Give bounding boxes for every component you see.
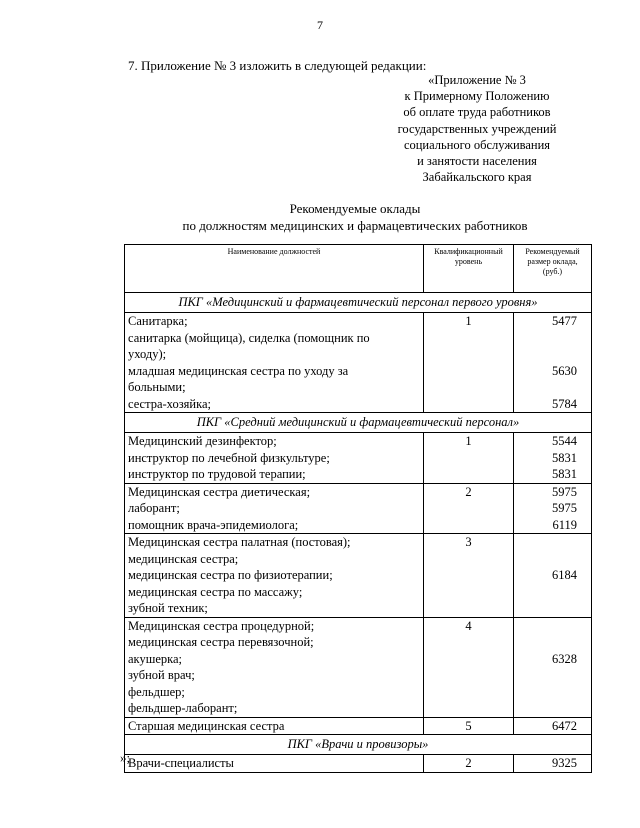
position-name: медицинская сестра перевязочной; bbox=[128, 635, 314, 649]
position-cell bbox=[125, 617, 424, 717]
table-row bbox=[125, 617, 592, 717]
salary-value: 6184 bbox=[552, 568, 577, 582]
position-name: Медицинская сестра палатная (постовая); bbox=[128, 535, 351, 549]
position-cell bbox=[125, 534, 424, 618]
salary-value: 6472 bbox=[552, 718, 577, 733]
salary-value bbox=[517, 551, 577, 568]
position-name: младшая медицинская сестра по уходу за bbox=[128, 363, 349, 378]
salary-cell bbox=[514, 433, 592, 484]
salary-cell bbox=[514, 534, 592, 618]
heading-line-1: Рекомендуемые оклады bbox=[289, 201, 421, 216]
header-salary: Рекомендуемый размер оклада, (руб.) bbox=[514, 245, 592, 293]
position-name: инструктор по лечебной физкультуре; bbox=[128, 450, 330, 465]
salary-value bbox=[517, 379, 577, 396]
position-cell bbox=[125, 717, 424, 735]
position-name: Медицинская сестра диетическая; bbox=[128, 484, 311, 499]
position-name: акушерка; bbox=[128, 651, 183, 666]
salary-value: 5831 bbox=[552, 467, 577, 481]
position-name: Медицинский дезинфектор; bbox=[128, 434, 277, 448]
level-cell: 1 bbox=[424, 313, 514, 413]
salary-value: 9325 bbox=[552, 756, 577, 770]
appendix-line: об оплате труда работников bbox=[403, 105, 551, 120]
salary-value bbox=[517, 600, 577, 617]
salary-value bbox=[517, 584, 577, 601]
position-cell bbox=[125, 755, 424, 773]
salary-value bbox=[517, 330, 577, 347]
level-cell: 5 bbox=[424, 717, 514, 735]
position-name: больными; bbox=[128, 380, 186, 394]
amendment-intro: 7. Приложение № 3 изложить в следующей редакции: bbox=[128, 58, 427, 73]
salary-value bbox=[517, 667, 577, 684]
salary-value: 5831 bbox=[552, 450, 577, 465]
position-name: медицинская сестра по физиотерапии; bbox=[128, 568, 333, 582]
salary-value: 5975 bbox=[552, 484, 577, 499]
salary-value: 5477 bbox=[552, 314, 577, 328]
salary-table bbox=[124, 244, 592, 773]
level-cell: 1 bbox=[424, 433, 514, 484]
group-title-row bbox=[125, 413, 592, 433]
level-cell: 2 bbox=[424, 755, 514, 773]
header-position: Наименование должностей bbox=[125, 245, 424, 293]
group-title-row bbox=[125, 293, 592, 313]
group-title: ПКГ «Медицинский и фармацевтический персонал первого уровня» bbox=[125, 293, 592, 313]
salary-value: 5975 bbox=[552, 501, 577, 515]
position-name: медицинская сестра; bbox=[128, 551, 239, 566]
position-name: фельдшер; bbox=[128, 684, 185, 699]
salary-value bbox=[517, 534, 577, 551]
salary-value bbox=[517, 684, 577, 701]
appendix-line: Забайкальского края bbox=[422, 170, 532, 185]
position-name: уходу); bbox=[128, 347, 167, 361]
salary-value: 5784 bbox=[552, 396, 577, 411]
position-name: зубной техник; bbox=[128, 601, 208, 615]
appendix-header bbox=[372, 72, 582, 185]
closing-quote: »; bbox=[120, 750, 131, 765]
position-name: санитарка (мойщица), сиделка (помощник по bbox=[128, 330, 370, 345]
position-cell bbox=[125, 433, 424, 484]
position-name: зубной врач; bbox=[128, 668, 195, 682]
level-cell: 2 bbox=[424, 483, 514, 534]
page-number: 7 bbox=[317, 18, 323, 32]
salary-value bbox=[517, 634, 577, 651]
level-cell: 3 bbox=[424, 534, 514, 618]
position-name: инструктор по трудовой терапии; bbox=[128, 467, 306, 481]
salary-value bbox=[517, 618, 577, 635]
table-header-row bbox=[125, 245, 592, 293]
position-name: Медицинская сестра процедурной; bbox=[128, 618, 315, 633]
salary-cell bbox=[514, 313, 592, 413]
salary-cell bbox=[514, 717, 592, 735]
position-name: Старшая медицинская сестра bbox=[128, 718, 285, 733]
position-name: Санитарка; bbox=[128, 314, 188, 328]
salary-value: 5630 bbox=[552, 363, 577, 378]
position-cell bbox=[125, 313, 424, 413]
position-name: помощник врача-эпидемиолога; bbox=[128, 517, 299, 532]
header-level: Квалификационный уровень bbox=[424, 245, 514, 293]
appendix-line: социального обслуживания bbox=[403, 137, 551, 152]
group-title: ПКГ «Врачи и провизоры» bbox=[125, 735, 592, 755]
salary-cell bbox=[514, 483, 592, 534]
group-title-row bbox=[125, 735, 592, 755]
position-name: сестра-хозяйка; bbox=[128, 396, 211, 411]
table-heading bbox=[0, 200, 640, 234]
table-row bbox=[125, 755, 592, 773]
position-name: фельдшер-лаборант; bbox=[128, 701, 238, 715]
appendix-line: «Приложение № 3 bbox=[428, 73, 526, 87]
salary-value: 6119 bbox=[552, 517, 577, 532]
salary-value bbox=[517, 700, 577, 717]
table-row bbox=[125, 313, 592, 413]
salary-cell bbox=[514, 617, 592, 717]
salary-value: 5544 bbox=[552, 434, 577, 448]
table-row bbox=[125, 717, 592, 735]
appendix-line: и занятости населения bbox=[417, 154, 537, 169]
position-cell bbox=[125, 483, 424, 534]
salary-value: 6328 bbox=[552, 651, 577, 666]
group-title: ПКГ «Средний медицинский и фармацевтический персонал» bbox=[125, 413, 592, 433]
appendix-line: государственных учреждений bbox=[397, 121, 557, 136]
position-name: лаборант; bbox=[128, 501, 180, 515]
position-name: медицинская сестра по массажу; bbox=[128, 584, 303, 599]
table-row bbox=[125, 433, 592, 484]
heading-line-2: по должностям медицинских и фармацевтических работников bbox=[182, 218, 528, 233]
table-row bbox=[125, 483, 592, 534]
salary-value bbox=[517, 346, 577, 363]
appendix-line: к Примерному Положению bbox=[404, 89, 550, 104]
position-name: Врачи-специалисты bbox=[128, 756, 234, 770]
table-row bbox=[125, 534, 592, 618]
level-cell: 4 bbox=[424, 617, 514, 717]
salary-cell bbox=[514, 755, 592, 773]
